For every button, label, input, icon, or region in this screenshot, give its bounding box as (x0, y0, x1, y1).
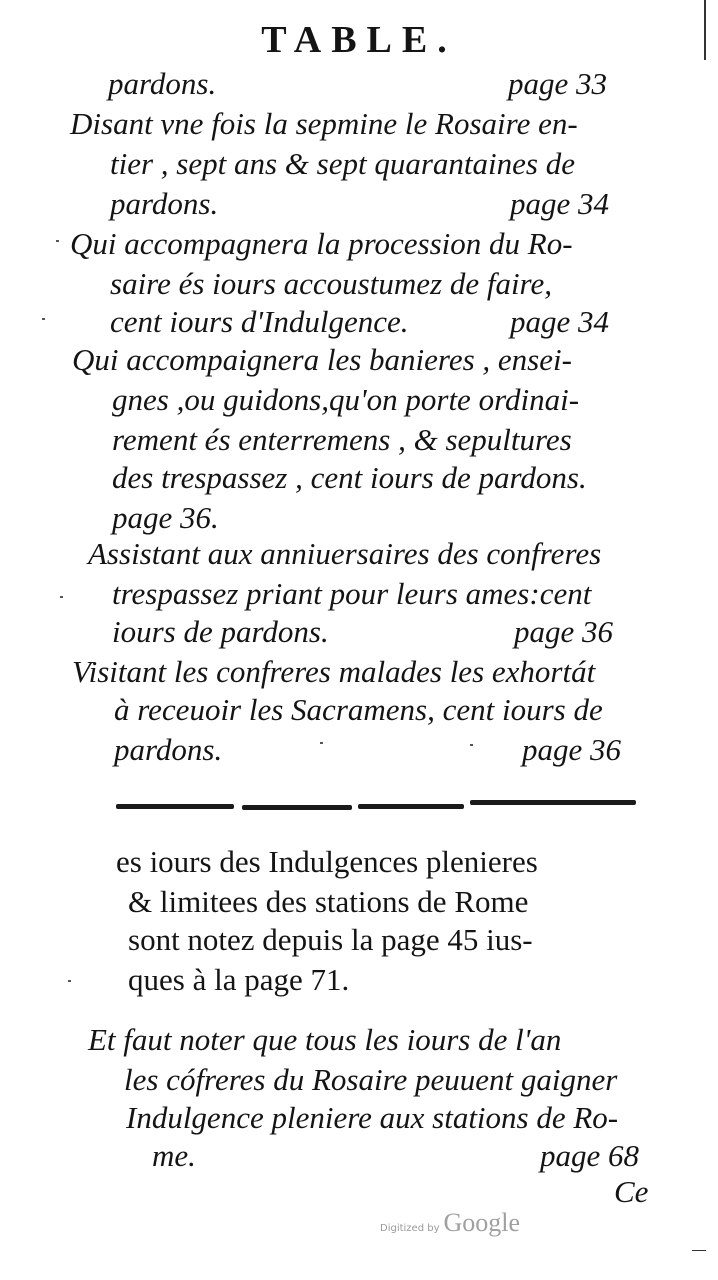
google-logo: Google (443, 1208, 521, 1237)
entry-line: Assistant aux anniuersaires des confreres (88, 536, 602, 571)
separator-rule (470, 800, 636, 805)
entry-line: les cófreres du Rosaire peuuent gaigner (124, 1062, 618, 1097)
entry-line: Et faut noter que tous les iours de l'an (88, 1022, 562, 1057)
separator-rule (242, 805, 352, 810)
entry-line: pardons. (110, 186, 219, 221)
page-ref: page 34 (510, 304, 610, 339)
catchword: Ce (614, 1174, 649, 1209)
entry-line: tier , sept ans & sept quarantaines de (110, 146, 575, 181)
entry-line: me. (152, 1138, 196, 1173)
entry-line: page 36. (112, 500, 219, 535)
separator-rule (358, 804, 464, 809)
page-ref: page 33 (508, 66, 608, 101)
scan-speck (320, 742, 323, 744)
notice-line: sont notez depuis la page 45 ius- (128, 922, 533, 957)
entry-line: rement és enterremens , & sepultures (112, 422, 572, 457)
entry-line: iours de pardons. (112, 614, 329, 649)
scan-speck (470, 744, 473, 746)
entry-line: pardons. (114, 732, 223, 767)
notice-line: & limitees des stations de Rome (128, 884, 529, 919)
entry-line: des trespassez , cent iours de pardons. (112, 460, 587, 495)
entry-line: Qui accompaignera les banieres , ensei- (72, 342, 572, 377)
scan-speck (60, 596, 63, 598)
entry-line: à receuoir les Sacramens, cent iours de (114, 692, 603, 727)
entry-line: Visitant les confreres malades les exhortát (72, 654, 596, 689)
entry-line: gnes ,ou guidons,qu'on porte ordinai- (112, 382, 580, 417)
watermark-prefix: Digitized by (380, 1223, 440, 1234)
entry-line: saire és iours accoustumez de faire, (110, 266, 552, 301)
entry-line: cent iours d'Indulgence. (110, 304, 409, 339)
entry-line: pardons. (108, 66, 217, 101)
entry-line: Qui accompagnera la procession du Ro- (70, 226, 573, 261)
notice-line: ques à la page 71. (128, 962, 350, 997)
page-title: TABLE. (261, 19, 457, 61)
page-ref: page 34 (510, 186, 610, 221)
digitized-watermark (380, 1208, 520, 1238)
entry-line: Indulgence pleniere aux stations de Ro- (126, 1100, 619, 1135)
page-ref: page 68 (540, 1138, 640, 1173)
scan-speck (56, 240, 59, 242)
entry-line: Disant vne fois la sepmine le Rosaire en- (70, 106, 578, 141)
scan-speck (68, 980, 71, 982)
binding-edge-mark (692, 1250, 706, 1251)
scan-speck (42, 318, 45, 320)
page-ref: page 36 (514, 614, 614, 649)
page-ref: page 36 (522, 732, 622, 767)
entry-line: trespassez priant pour leurs ames:cent (112, 576, 592, 611)
notice-line: es iours des Indulgences plenieres (116, 844, 538, 879)
separator-rule (116, 804, 234, 809)
